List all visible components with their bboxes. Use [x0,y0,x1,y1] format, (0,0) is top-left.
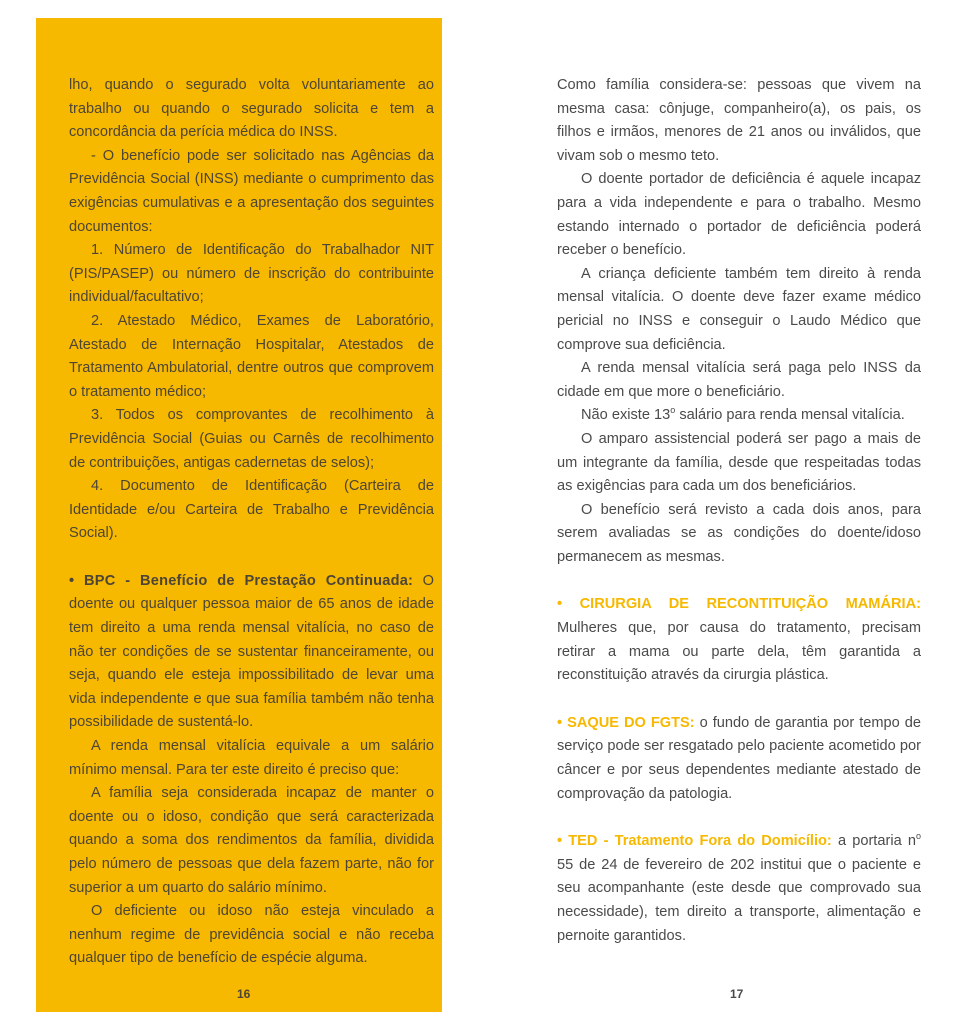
cirurgia-heading: • CIRURGIA DE RECONTITUIÇÃO MAMÁRIA: [557,596,921,613]
bpc-heading: • BPC - Benefício de Prestação Continuada: [69,572,414,589]
document-item-4: 4. Documento de Identificação (Carteira de Identidade e/ou Carteira de Trabalho e Previdência Social). [69,478,434,542]
right-page-text [557,74,921,948]
cirurgia-text: Mulheres que, por causa do tratamento, precisam retirar a mama ou parte dela, têm garantida a reconstituição através da cirurgia plástica. [557,620,921,684]
paragraph: Não existe 13$^o$ salário para renda mensal vitalícia. [581,405,905,424]
paragraph: O deficiente ou idoso não esteja vinculado a nenhum regime de previdência social e não receba qualquer tipo de benefício de espécie alguma. [69,903,434,967]
fgts-text: o fundo de garantia por tempo de serviço pode ser resgatado pelo paciente acometido por câncer e por seus dependentes mediante atestado de comprovação da patologia. [557,714,921,802]
bpc-section [69,570,434,735]
paragraph: - O benefício pode ser solicitado nas Agências da Previdência Social (INSS) mediante o cumprimento das exigências cumulativas e a apresentação dos seguintes documentos: [69,147,434,235]
paragraph: A criança deficiente também tem direito à renda mensal vitalícia. O doente deve fazer exame médico pericial no INSS e conseguir o Laudo Médico que comprove sua deficiência. [557,265,921,353]
paragraph: lho, quando o segurado volta voluntariamente ao trabalho ou quando o segurado solicita e tem a concordância da perícia médica do INSS. [69,77,434,141]
fgts-section [557,712,921,806]
paragraph: O amparo assistencial poderá ser pago a mais de um integrante da família, desde que respeitadas todas as exigências para cada um dos beneficiários. [557,430,921,495]
ted-heading: • TED - Tratamento Fora do Domicílio: [557,833,832,850]
paragraph: A família seja considerada incapaz de manter o doente ou o idoso, condição que será caracterizada quando a soma dos rendimentos da família, dividida pelo número de pessoas que dela fazem parte, não for superior a um quarto do salário mínimo. [69,785,434,896]
paragraph: A renda mensal vitalícia será paga pelo INSS da cidade em que more o beneficiário. [557,360,921,400]
document-item-2: 2. Atestado Médico, Exames de Laboratório, Atestado de Internação Hospitalar, Atestados de Tratamento Ambulatorial, dentre outros que comprovem o tratamento médico; [69,312,434,400]
paragraph: Como família considera-se: pessoas que vivem na mesma casa: cônjuge, companheiro(a), os pais, os filhos e irmãos, menores de 21 anos ou inválidos, que vivam sob o mesmo teto. [557,77,921,164]
document-item-1: 1. Número de Identificação do Trabalhador NIT (PIS/PASEP) ou número de inscrição do contribuinte individual/facultativo; [69,242,434,306]
fgts-heading: • SAQUE DO FGTS: [557,714,695,731]
paragraph: O doente portador de deficiência é aquele incapaz para a vida independente e para o trabalho. Mesmo estando internado o portador de deficiência poderá receber o benefício. [557,171,921,259]
cirurgia-section [557,593,921,687]
ted-section: • TED - Tratamento Fora do Domicílio: a portaria $n^o$ 55 de 24 de fevereiro de 202 institui que o paciente e seu acompanhante (este desde que comprovado sua necessidade), tem direito a transporte, alimentação e pernoite garantidos. [557,831,921,944]
page-number: 16 [237,987,251,1001]
paragraph: O benefício será revisto a cada dois anos, para serem avaliadas se as condições do doente/idoso permanecem as mesmas. [557,501,921,565]
left-page-text [69,74,434,971]
bpc-text: O doente ou qualquer pessoa maior de 65 anos de idade tem direito a uma renda mensal vitalícia, no caso de não ter condições de se sustentar financeiramente, ou seja, quando ele esteja impossibilitado de levar uma vida independente e que sua família também não tenha possibilidade de sustentá-lo. [69,572,434,731]
paragraph: A renda mensal vitalícia equivale a um salário mínimo mensal. Para ter este direito é preciso que: [69,738,434,778]
document-item-3: 3. Todos os comprovantes de recolhimento à Previdência Social (Guias ou Carnês de recolhimento de contribuições, antigas cadernetas de selos); [69,407,434,471]
page-number: 17 [730,987,744,1001]
